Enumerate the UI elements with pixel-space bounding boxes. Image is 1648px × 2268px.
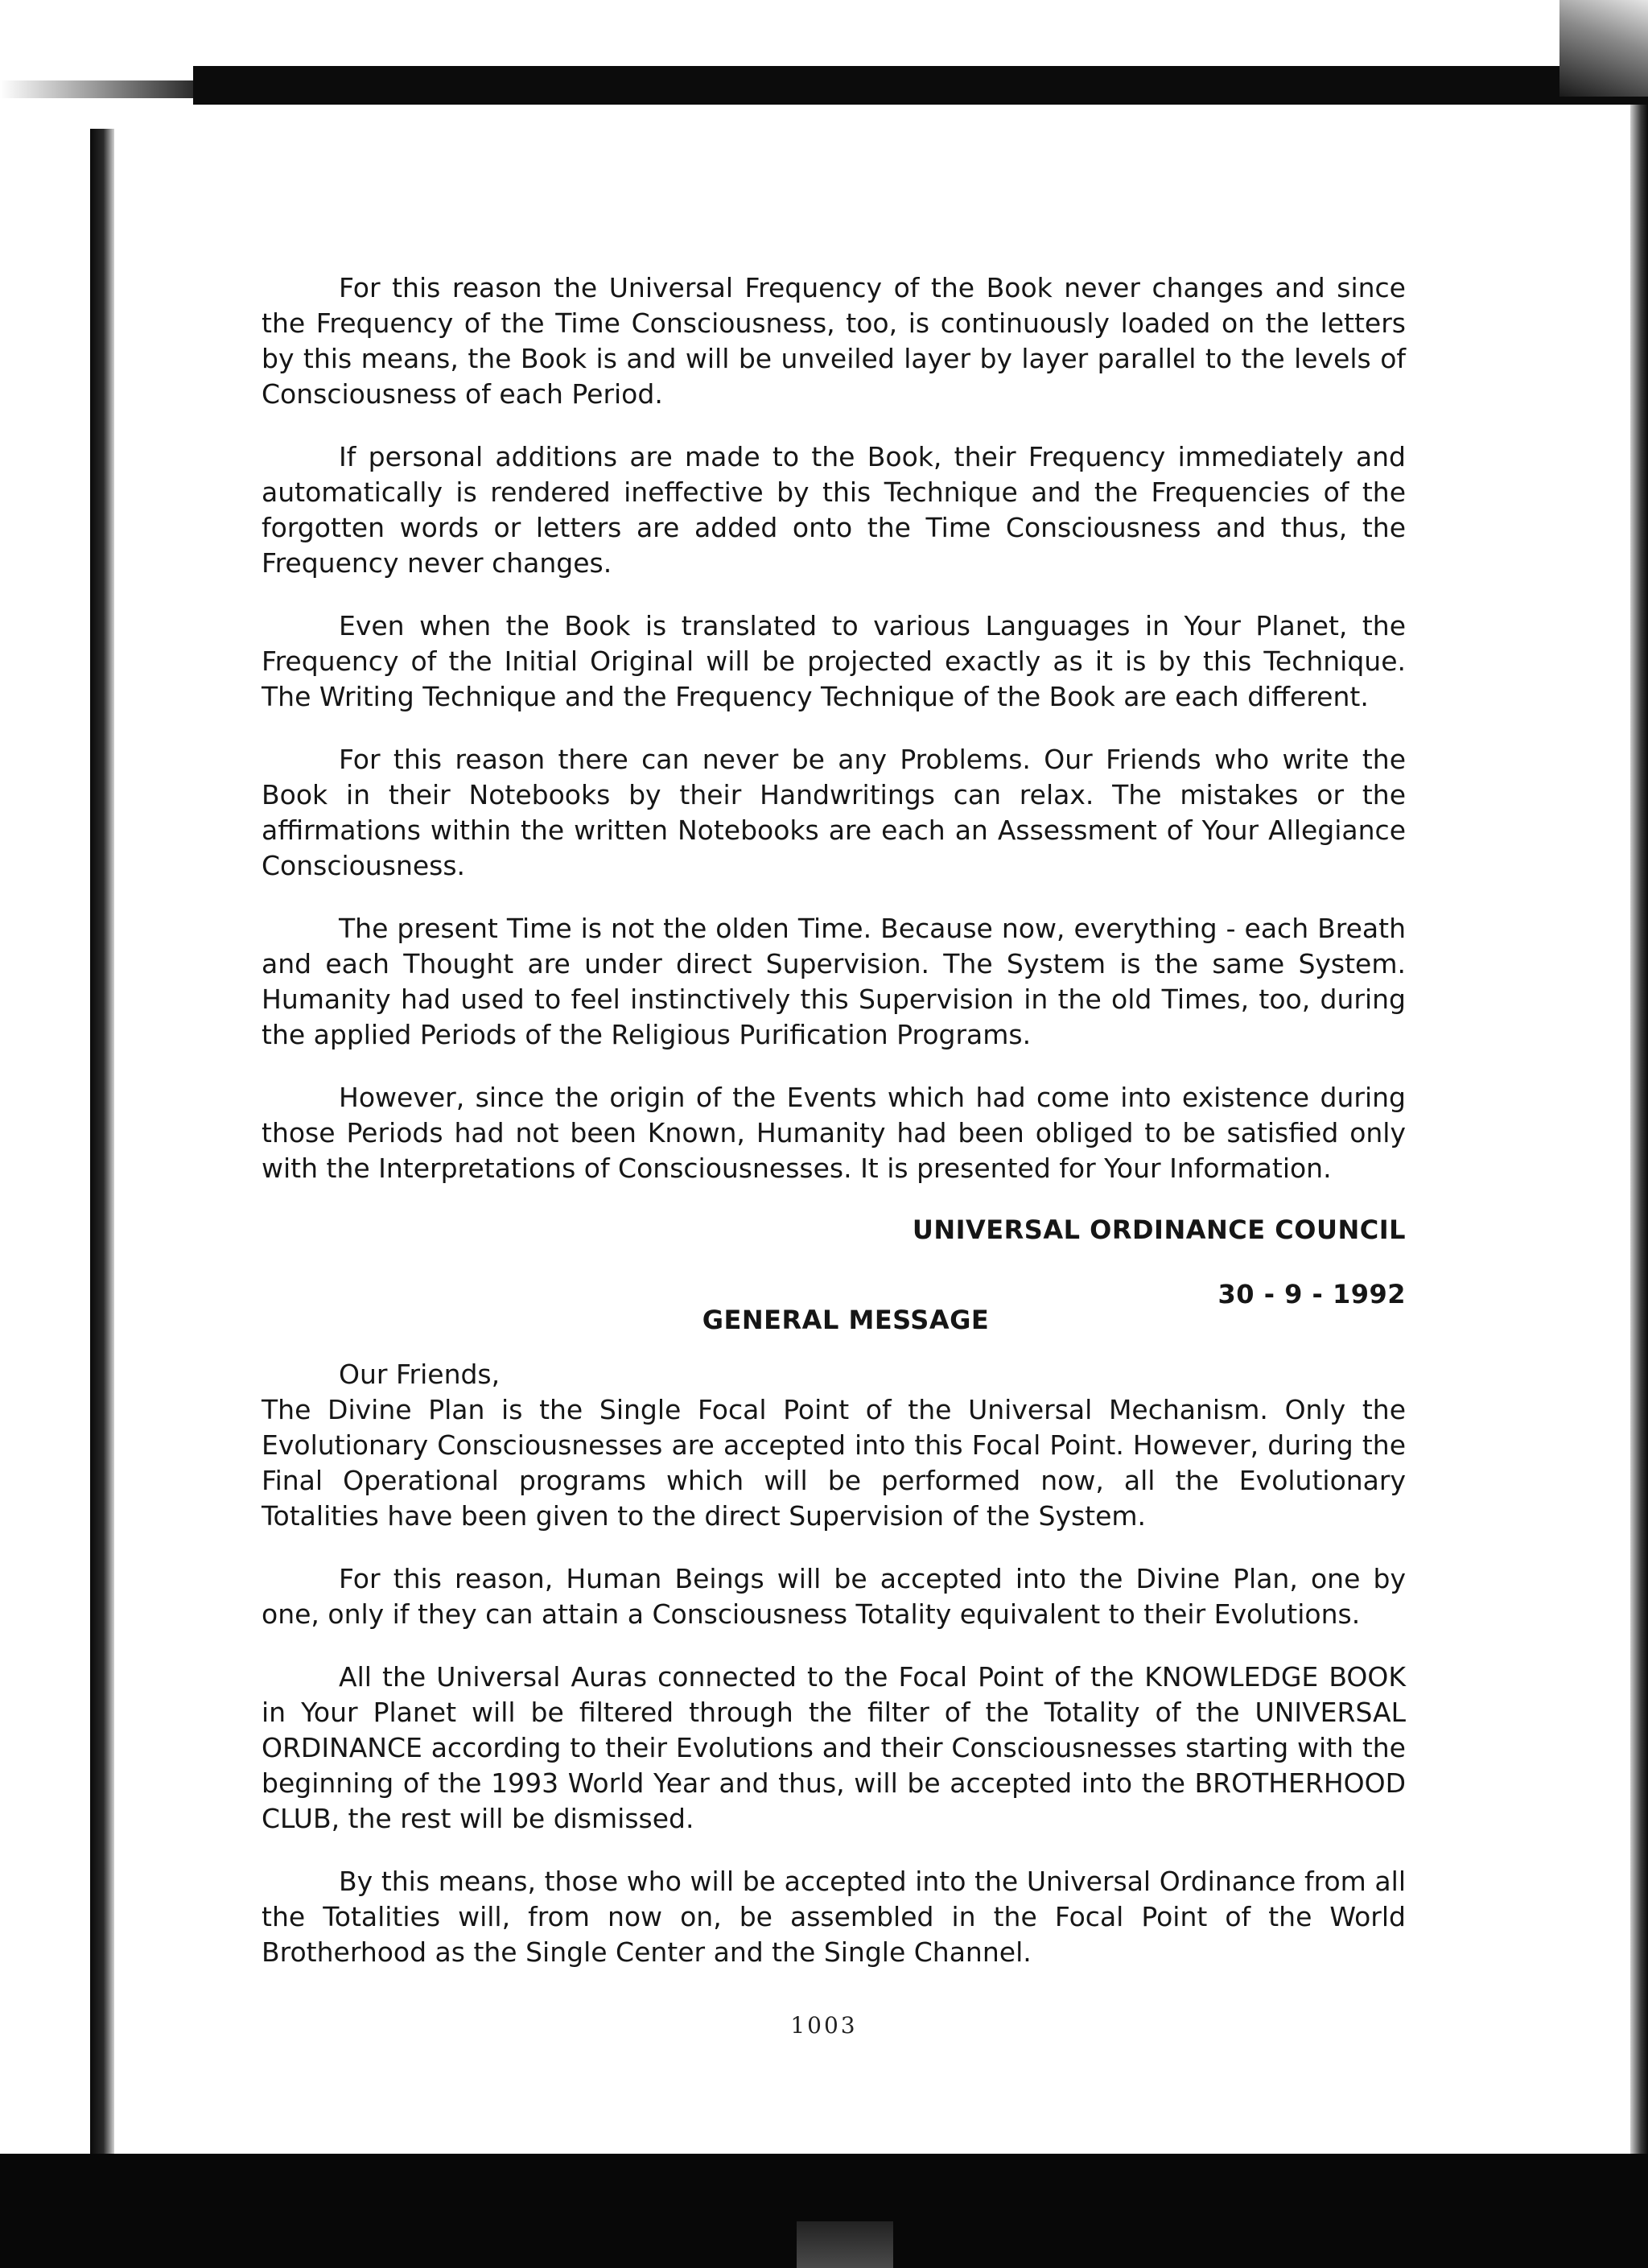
paragraph: The present Time is not the olden Time. Because now, everything - each Breath and each Thought are under direct Supervision. The System is the same System. Humanity had used to feel instinctively this Supervision in the old Times, too, during the applied Periods of the Religious Purification Programs. — [262, 913, 1406, 1050]
scan-shadow-left — [90, 129, 114, 2157]
paragraph: Even when the Book is translated to various Languages in Your Planet, the Frequency of the Initial Original will be projected exactly as it is by this Technique. The Writing Technique and the Frequency Technique of the Book are each different. — [262, 610, 1406, 712]
paragraph: If personal additions are made to the Book, their Frequency immediately and automatically is rendered ineffective by this Technique and the Frequencies of the forgotten words or letters are added onto the Time Consciousness and thus, the Frequency never changes. — [262, 441, 1406, 579]
page-body — [262, 270, 1406, 1970]
paragraph: However, since the origin of the Events which had come into existence during those Periods had not been Known, Humanity had been obliged to be satisfied only with the Interpretations of Consciousnesses. It is presented for Your Information. — [262, 1082, 1406, 1184]
message-title: GENERAL MESSAGE — [702, 1305, 990, 1335]
signature: UNIVERSAL ORDINANCE COUNCIL — [912, 1214, 1406, 1245]
paragraph: For this reason the Universal Frequency of the Book never changes and since the Frequency of the Time Consciousness, too, is continuously loaded on the letters by this means, the Book is and will be unveiled layer by layer parallel to the levels of Consciousness of each Period. — [262, 272, 1406, 410]
salutation: Our Friends, — [339, 1359, 501, 1390]
paragraph: The Divine Plan is the Single Focal Point of the Universal Mechanism. Only the Evolutionary Consciousnesses are accepted into this Focal Point. However, during the Final Operational programs which will be performed now, all the Evolutionary Totalities have been given to the direct Supervision of the System. — [262, 1394, 1406, 1532]
message-date: 30 - 9 - 1992 — [1217, 1279, 1406, 1309]
scan-shadow-top-left — [0, 80, 209, 98]
scan-shadow-right — [1630, 105, 1648, 2165]
scan-smudge — [797, 2221, 893, 2268]
paragraph: For this reason there can never be any Problems. Our Friends who write the Book in their Notebooks by their Handwritings can relax. The mistakes or the affirmations within the written Notebooks are each an Assessment of Your Allegiance Consciousness. — [262, 744, 1406, 881]
scan-shadow-corner — [1559, 0, 1648, 97]
paragraph: All the Universal Auras connected to the Focal Point of the KNOWLEDGE BOOK in Your Planet will be filtered through the filter of the Totality of the UNIVERSAL ORDINANCE according to their Evolutions and their Consciousnesses starting with the beginning of the 1993 World Year and thus, will be accepted into the BROTHERHOOD CLUB, the rest will be dismissed. — [262, 1661, 1406, 1834]
scan-shadow-top — [193, 66, 1648, 105]
paragraph: For this reason, Human Beings will be accepted into the Divine Plan, one by one, only if they can attain a Consciousness Totality equivalent to their Evolutions. — [262, 1563, 1406, 1630]
paragraph: By this means, those who will be accepted into the Universal Ordinance from all the Totalities will, from now on, be assembled in the Focal Point of the World Brotherhood as the Single Center and the Single Channel. — [262, 1866, 1406, 1968]
page-number: 1003 — [790, 2012, 858, 2039]
